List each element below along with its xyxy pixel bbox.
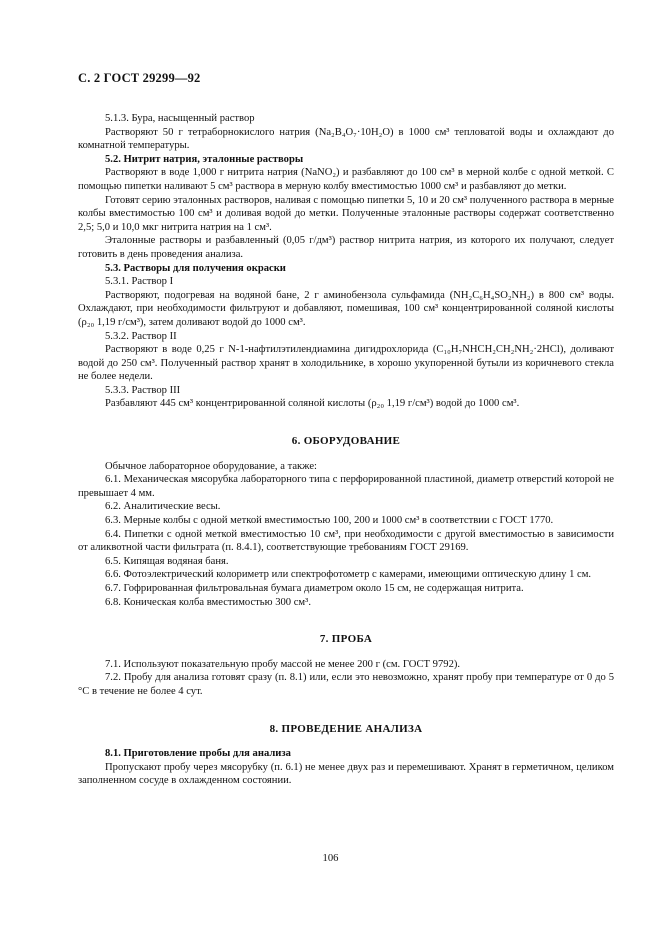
paragraph: 5.1.3. Бура, насыщенный раствор — [105, 113, 255, 124]
section-spacer — [78, 647, 614, 658]
paragraph: 6.8. Коническая колба вместимостью 300 см³. — [105, 596, 311, 608]
paragraph: Растворяют в воде 0,25 г N-1-нафтилэтилендиамина дигидрохлорида (C₁₀H₇NHCH₂CH₂NH₂·2HCl), доливают водой до 250 см³. Полученный раствор хранят в холодильнике, в хорошо укупоренной бутыли из коричневого стекла не более недели. — [78, 344, 614, 383]
paragraph: Растворяют 50 г тетраборнокислого натрия (Na₂B₄O₇·10H₂O) в 1000 см³ тепловатой воды и охлаждают до комнатной температуры. — [78, 126, 614, 152]
document-body — [78, 112, 614, 788]
subsection-heading: 8.1. Приготовление пробы для анализа — [105, 748, 291, 760]
paragraph: 6.7. Гофрированная фильтровальная бумага диаметром около 15 см, не содержащая нитрита. — [105, 583, 524, 594]
paragraph: 6.4. Пипетки с одной меткой вместимостью 10 см³, при необходимости с другой вместимостью в зависимости от аликвотной части фильтрата (п. 8.4.1), соответствующие требованиям ГОСТ 29169. — [78, 528, 614, 554]
running-header: С. 2 ГОСТ 29299—92 — [78, 71, 201, 85]
paragraph: Обычное лабораторное оборудование, а также: — [105, 460, 318, 472]
section-spacer — [78, 449, 614, 460]
paragraph: 6.1. Механическая мясорубка лабораторного типа с перфорированной пластиной, диаметр отверстий которой не превышает 4 мм. — [78, 474, 614, 499]
section-heading: 7. ПРОБА — [319, 633, 373, 646]
paragraph: Эталонные растворы и разбавленный (0,05 г/дм³) раствор нитрита натрия, из которого их получают, следует готовить в день проведения анализа. — [78, 235, 614, 260]
subsection-heading: 5.3. Растворы для получения окраски — [105, 262, 286, 274]
paragraph: Растворяют, подогревая на водяной бане, 2 г аминобензола сульфамида (NH₂C₆H₄SO₂NH₂) в 800 см³ воды. Охлаждают, при необходимости фильтруют и добавляют, помешивая, 100 см³ концентрированной соляной кислоты (ρ₂₀ 1,19 г/см³), затем доливают водой до 1000 см³. — [78, 289, 614, 328]
paragraph: 5.3.1. Раствор I — [105, 276, 174, 288]
section-heading: 6. ОБОРУДОВАНИЕ — [291, 435, 401, 448]
subsection-heading: 5.2. Нитрит натрия, эталонные растворы — [105, 153, 304, 165]
paragraph: 5.3.2. Раствор II — [105, 330, 177, 342]
paragraph: 7.1. Используют показательную пробу массой не менее 200 г (см. ГОСТ 9792). — [105, 658, 461, 670]
paragraph: 5.3.3. Раствор III — [105, 384, 181, 396]
paragraph: Пропускают пробу через мясорубку (п. 6.1) не менее двух раз и перемешивают. Хранят в герметичном, целиком заполненном сосуде в охлажденном состоянии. — [78, 761, 614, 787]
section-spacer — [78, 736, 614, 747]
section-heading: 8. ПРОВЕДЕНИЕ АНАЛИЗА — [269, 722, 423, 735]
section-spacer — [78, 411, 614, 435]
paragraph: Готовят серию эталонных растворов, наливая с помощью пипетки 5, 10 и 20 см³ полученного раствора в мерные колбы вместимостью 100 см³ и доливая водой до метки. Полученные эталонные растворы содержат соответственно 2,5; 5,0 и 10,0 мкг нитрита натрия на 1 см³. — [78, 194, 614, 233]
page-number: 106 — [322, 853, 339, 864]
paragraph: 6.5. Кипящая водяная баня. — [105, 555, 229, 567]
paragraph: 7.2. Пробу для анализа готовят сразу (п. 8.1) или, если это невозможно, хранят пробу при температуре от 0 до 5 °С в течение не более 4 сут. — [78, 672, 614, 697]
paragraph: Растворяют в воде 1,000 г нитрита натрия (NaNO₂) и разбавляют до 100 см³ в мерной колбе с одной меткой. С помощью пипетки наливают 5 см³ раствора в мерную колбу вместимостью 1000 см³ и разбавляют до метки. — [78, 167, 614, 192]
paragraph: 6.6. Фотоэлектрический колориметр или спектрофотометр с камерами, имеющими оптическую длину 1 см. — [105, 569, 592, 581]
section-spacer — [78, 609, 614, 633]
paragraph: 6.3. Мерные колбы с одной меткой вместимостью 100, 200 и 1000 см³ в соответствии с ГОСТ 1770. — [105, 515, 554, 527]
paragraph: Разбавляют 445 см³ концентрированной соляной кислоты (ρ₂₀ 1,19 г/см³) водой до 1000 см³. — [105, 398, 520, 410]
section-spacer — [78, 699, 614, 723]
paragraph: 6.2. Аналитические весы. — [105, 501, 221, 513]
